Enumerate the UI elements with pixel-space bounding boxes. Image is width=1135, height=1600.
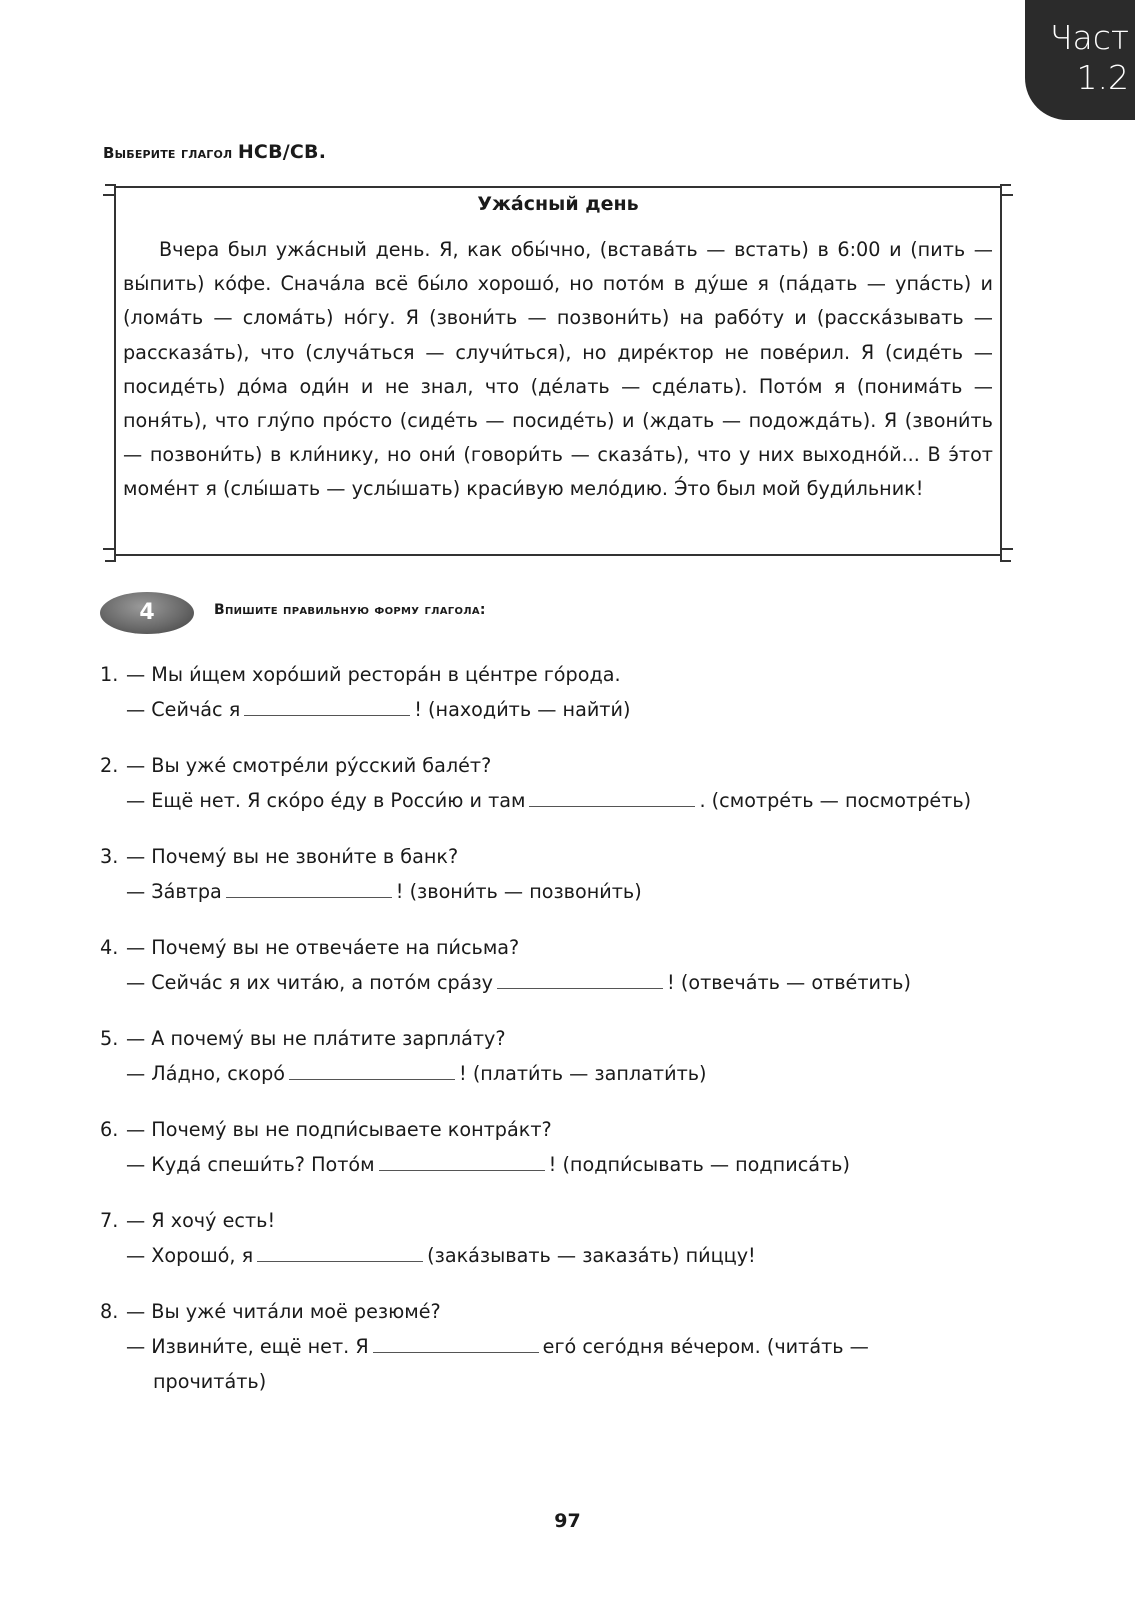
item-number: 8. [100,1300,119,1323]
instruction [103,141,326,163]
item-question: — Почему́ вы не подпи́сываете контра́кт? [126,1118,552,1141]
item-number: 4. [100,936,119,959]
chapter-tab-line2: 1.2 [1076,58,1129,97]
exercise-item-1 [100,657,1020,748]
item-answer-after: ! (подпи́сывать — подписа́ть) [548,1153,850,1176]
item-question: — Мы и́щем хоро́ший рестора́н в це́нтре го́рода. [126,663,621,686]
answer-blank[interactable] [529,792,695,807]
item-number: 2. [100,754,119,777]
answer-blank[interactable] [497,974,663,989]
item-answer-before: — Сейча́с я их чита́ю, а пото́м сра́зу [126,971,494,994]
story-text: Вчера был ужа́сный день. Я, как обы́чно, (встава́ть — встать) в 6:00 и (пить — вы́пить) ко́фе. Снача́ла всё бы́ло хорошо́, но пото́м в ду́ше я (па́дать — упа́сть) и (лома́ть — слома́ть) но́гу. Я (звони́ть — позвони́ть) на рабо́ту и (расска́зывать — рассказа́ть), что (случа́ться — случи́ться), но дире́ктор не пове́рил. Я (сиде́ть — посиде́ть) до́ма оди́н и не знал, что (де́лать — сде́лать). Пото́м я (понима́ть — поня́ть), что глу́по про́сто (сиде́ть — посиде́ть) и (ждать — подожда́ть). Я (звони́ть — позвони́ть) в кли́нику, но они́ (говори́ть — сказа́ть), что у них выходно́й... В э́тот моме́нт я (слы́шать — услы́шать) краси́вую мело́дию. Э́то был мой буди́льник! [123,238,993,501]
exercise-item-8 [100,1294,1020,1393]
item-answer-before: — За́втра [126,880,222,903]
item-number: 3. [100,845,119,868]
item-question: — А почему́ вы не пла́тите зарпла́ту? [126,1027,506,1050]
item-answer-line [126,1147,850,1182]
answer-blank[interactable] [289,1065,455,1080]
instruction-bold: НСВ/СВ. [237,141,327,163]
answer-blank[interactable] [379,1156,545,1171]
exercise-item-7 [100,1203,1020,1294]
exercise-title: Впишите правильную форму глагола: [214,602,486,618]
item-answer-before: — Куда́ спеши́ть? Пото́м [126,1153,375,1176]
item-answer-line [126,1238,756,1273]
item-question: — Я хочу́ есть! [126,1209,276,1232]
item-number: 1. [100,663,119,686]
answer-blank[interactable] [373,1338,539,1353]
item-answer-after: . (смотре́ть — посмотре́ть) [699,789,972,812]
answer-blank[interactable] [244,701,410,716]
item-question: — Почему́ вы не звони́те в банк? [126,845,459,868]
item-answer-before: — Хорошо́, я [126,1244,254,1267]
item-answer-after: ! (плати́ть — заплати́ть) [459,1062,707,1085]
item-answer-after: его́ сего́дня ве́чером. (чита́ть — [542,1335,869,1358]
answer-blank[interactable] [257,1247,423,1262]
answer-blank[interactable] [226,883,392,898]
item-answer-line [126,874,642,909]
item-answer-line [126,1056,707,1091]
exercise-item-3 [100,839,1020,930]
item-answer-after: (зака́зывать — заказа́ть) пи́ццу! [427,1244,756,1267]
item-answer-line [126,783,971,818]
item-answer-after: ! (отвеча́ть — отве́тить) [667,971,911,994]
exercise-item-2 [100,748,1020,839]
exercise-number-badge: 4 [100,592,194,634]
item-question: — Почему́ вы не отвеча́ете на пи́сьма? [126,936,520,959]
item-question: — Вы уже́ смотре́ли ру́сский бале́т? [126,754,492,777]
item-answer-continuation: прочита́ть) [153,1370,267,1393]
story-title: Ужа́сный день [477,193,639,215]
item-answer-line [126,692,630,727]
item-number: 5. [100,1027,119,1050]
item-number: 6. [100,1118,119,1141]
item-question: — Вы уже́ чита́ли моё резюме́? [126,1300,441,1323]
instruction-prefix: Выберите глагол [103,144,238,162]
exercise-items [100,657,1020,1393]
item-answer-line [126,965,911,1000]
item-answer-before: — Ла́дно, скоро́ [126,1062,286,1085]
item-answer-before: — Сейча́с я [126,698,241,721]
story-frame [103,183,1013,563]
item-answer-after: ! (звони́ть — позвони́ть) [395,880,642,903]
chapter-tab [1025,0,1135,120]
item-number: 7. [100,1209,119,1232]
exercise-item-6 [100,1112,1020,1203]
exercise-item-4 [100,930,1020,1021]
chapter-tab-line1: Част [1049,18,1129,57]
item-answer-line [126,1329,869,1364]
exercise-item-5 [100,1021,1020,1112]
item-answer-before: — Ещё нет. Я ско́ро е́ду в Росси́ю и там [126,789,526,812]
item-answer-before: — Извини́те, ещё нет. Я [126,1335,369,1358]
item-answer-after: ! (находи́ть — найти́) [414,698,631,721]
page-number: 97 [554,1510,581,1532]
